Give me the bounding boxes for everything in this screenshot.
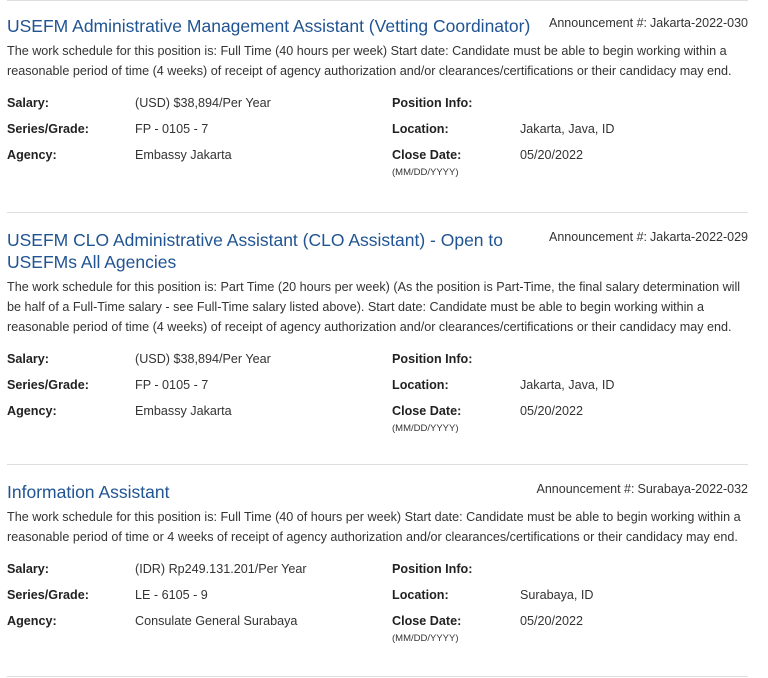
series-grade-label: Series/Grade: [7, 378, 89, 392]
date-format-note: (MM/DD/YYYY) [392, 167, 459, 178]
agency-label: Agency: [7, 614, 57, 628]
location-value: Jakarta, Java, ID [520, 122, 615, 136]
job-details [7, 349, 748, 434]
listing-divider [7, 676, 748, 677]
agency-value: Embassy Jakarta [135, 148, 232, 162]
job-listing [7, 229, 748, 434]
job-description: The work schedule for this position is: Full Time (40 of hours per week) Start date: Candidate must be able to begin working within a reasonable period of time or 4 weeks of receipt of agency authorization and/or clearances/certifications or their candidacy may end. [7, 510, 741, 544]
series-grade-value: FP - 0105 - 7 [135, 122, 209, 136]
job-details [7, 559, 748, 644]
listing-divider [7, 0, 748, 1]
close-date-value: 05/20/2022 [520, 404, 584, 418]
announcement-number [549, 16, 748, 30]
series-grade-label: Series/Grade: [7, 122, 89, 136]
listing-divider [7, 464, 748, 465]
salary-value: (USD) $38,894/Per Year [135, 352, 271, 366]
listing-divider [7, 212, 748, 213]
salary-label: Salary: [7, 96, 50, 110]
job-title-link[interactable]: Information Assistant [7, 482, 170, 502]
location-label: Location: [392, 588, 449, 602]
announcement-value: Surabaya-2022-032 [637, 482, 748, 496]
salary-value: (USD) $38,894/Per Year [135, 96, 271, 110]
series-grade-label: Series/Grade: [7, 588, 89, 602]
job-details [7, 93, 748, 178]
job-title-link[interactable]: USEFM CLO Administrative Assistant (CLO Assistant) - Open to USEFMs All Agencies [7, 230, 503, 272]
close-date-value: 05/20/2022 [520, 148, 584, 162]
agency-label: Agency: [7, 148, 57, 162]
date-format-note: (MM/DD/YYYY) [392, 633, 459, 644]
location-value: Jakarta, Java, ID [520, 378, 615, 392]
location-label: Location: [392, 122, 449, 136]
agency-label: Agency: [7, 404, 57, 418]
date-format-note: (MM/DD/YYYY) [392, 423, 459, 434]
location-label: Location: [392, 378, 449, 392]
salary-label: Salary: [7, 352, 50, 366]
job-description: The work schedule for this position is: Part Time (20 hours per week) (As the position is Part-Time, the final salary determination will be half of a Full-Time salary - see Full-Time salary listed above). Start date: Candidate must be able to begin working within a reasonable period of time (4 weeks) of receipt of agency authorization and/or clearances/certifications or their candidacy may end. [7, 280, 741, 334]
close-date-label: Close Date: [392, 404, 462, 418]
job-title-link[interactable]: USEFM Administrative Management Assistant (Vetting Coordinator) [7, 16, 531, 36]
announcement-label: Announcement #: [549, 230, 648, 244]
announcement-value: Jakarta-2022-029 [650, 230, 748, 244]
announcement-label: Announcement #: [536, 482, 635, 496]
announcement-value: Jakarta-2022-030 [650, 16, 748, 30]
announcement-label: Announcement #: [549, 16, 648, 30]
job-description: The work schedule for this position is: Full Time (40 hours per week) Start date: Candidate must be able to begin working within a reasonable period of time (4 weeks) of receipt of agency authorization and/or clearances/certifications or their candidacy may end. [7, 44, 732, 78]
announcement-number [549, 230, 748, 244]
agency-value: Consulate General Surabaya [135, 614, 298, 628]
position-info-label: Position Info: [392, 96, 473, 110]
job-listing [7, 15, 748, 178]
salary-value: (IDR) Rp249.131.201/Per Year [135, 562, 307, 576]
position-info-label: Position Info: [392, 352, 473, 366]
close-date-label: Close Date: [392, 614, 462, 628]
position-info-label: Position Info: [392, 562, 473, 576]
announcement-number [537, 482, 749, 496]
series-grade-value: FP - 0105 - 7 [135, 378, 209, 392]
close-date-label: Close Date: [392, 148, 462, 162]
job-listing [7, 481, 748, 644]
series-grade-value: LE - 6105 - 9 [135, 588, 208, 602]
close-date-value: 05/20/2022 [520, 614, 584, 628]
salary-label: Salary: [7, 562, 50, 576]
agency-value: Embassy Jakarta [135, 404, 232, 418]
location-value: Surabaya, ID [520, 588, 594, 602]
